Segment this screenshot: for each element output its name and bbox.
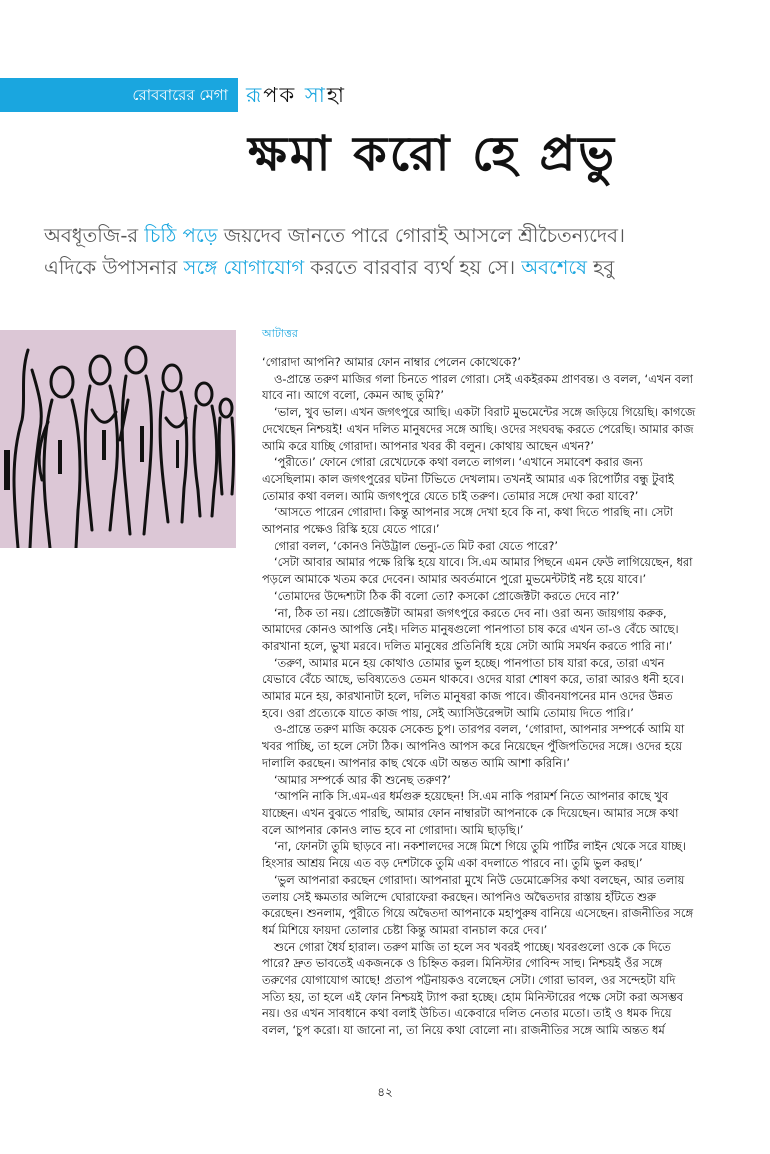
body-line: পারে? দ্রুত ভাবতেই একজনকে ও চিহ্নিত করল। মিনিস্টার গোবিন্দ সাহু। নিশ্চয়ই ওঁর সঙ্গে bbox=[262, 956, 663, 971]
intro-text: অবধূতজি-র bbox=[44, 224, 145, 247]
body-line: ‘ভাল, খুব ভাল। এখন জগৎপুরে আছি। একটা বিরাট মুভমেন্টের সঙ্গে জড়িয়ে গিয়েছি। কাগজে bbox=[274, 405, 696, 420]
intro-text: এদিকে উপাসনার bbox=[44, 256, 184, 279]
author-part: রূ bbox=[246, 83, 264, 107]
body-line: সত্যি হয়, তা হলে এই ফোন নিশ্চয়ই ট্যাপ করা হচ্ছে। হোম মিনিস্টারের পক্ষে সেটা করা অসম্ভব bbox=[262, 989, 684, 1004]
author-part: সা bbox=[304, 83, 327, 107]
body-line: ‘আসতে পারেন গোরাদা। কিন্তু আপনার সঙ্গে দেখা হবে কি না, কথা দিতে পারছি না। সেটা bbox=[274, 505, 673, 520]
body-line: খবর পাচ্ছি, তা হলে সেটা ঠিক। আপনিও আপস করে নিয়েছেন পুঁজিপতিদের সঙ্গে। ওদের হয়ে bbox=[262, 739, 682, 754]
body-line: ‘গোরাদা আপনি? আমার ফোন নাম্বার পেলেন কোত্থেকে?’ bbox=[262, 355, 521, 369]
author-name bbox=[246, 78, 346, 112]
intro-line bbox=[44, 220, 744, 252]
author-part: পক bbox=[263, 83, 305, 107]
intro-line bbox=[44, 252, 744, 284]
body-line: ‘পুরীতে।’ ফোনে গোরা রেখেঢেকে কথা বলতে লাগল। ‘এখানে সমাবেশ করার জন্য bbox=[274, 455, 643, 470]
intro-highlight: চিঠি পড়ে bbox=[144, 224, 218, 247]
body-line: বলে আপনার কোনও লাভ হবে না গোরাদা। আমি ছাড়ছি।’ bbox=[262, 822, 524, 837]
body-line: তোমার কথা বলল। আমি জগৎপুরে যেতে চাই তরুণ। তোমার সঙ্গে দেখা করা যাবে?’ bbox=[262, 488, 639, 503]
story-body bbox=[262, 354, 740, 1039]
body-line: বলল, ‘চুপ করো। যা জানো না, তা নিয়ে কথা বোলো না। রাজনীতির সঙ্গে আমি অন্তত ধর্ম bbox=[262, 1023, 665, 1038]
body-line: যেভাবে বেঁচে আছে, ভবিষ্যতেও তেমন থাকবে। ওদের যারা শোষণ করে, তারা আরও ধনী হবে। bbox=[262, 672, 684, 687]
body-line: আমাদের কোনও আপত্তি নেই। দলিত মানুষগুলো পানপাতা চাষ করে এখন তা-ও বেঁচে আছে। bbox=[262, 622, 679, 637]
body-line: ‘ভুল আপনারা করছেন গোরাদা। আপনারা মুখে নিউ ডেমোক্রেসির কথা বলছেন, আর তলায় bbox=[274, 872, 685, 887]
body-line: ‘না, ফোনটা তুমি ছাড়বে না। নকশালদের সঙ্গে মিশে গিয়ে তুমি পার্টির লাইন থেকে সরে যাচ্ছ। bbox=[274, 839, 686, 854]
body-line: এসেছিলাম। কাল জগৎপুরের ঘটনা টিভিতে দেখলাম। তখনই আমার এক রিপোর্টার বন্ধু টুবাই bbox=[262, 471, 674, 486]
body-line: হবে। ওরা প্রত্যেকে যাতে কাজ পায়, সেই অ্যাসিউরেন্সটা আমি তোমায় দিতে পারি।’ bbox=[262, 705, 634, 720]
body-line: ও-প্রান্তে তরুণ মাজি কয়েক সেকেন্ড চুপ। তারপর বলল, ‘গোরাদা, আপনার সম্পর্কে আমি যা bbox=[274, 722, 685, 737]
author-part: হা bbox=[326, 83, 347, 107]
story-intro bbox=[44, 220, 744, 284]
intro-highlight: অবশেষে bbox=[521, 256, 587, 279]
body-line: ‘আপনি নাকি সি.এম-এর ধর্মগুরু হয়েছেন! সি.এম নাকি পরামর্শ নিতে আপনার কাছে খুব bbox=[274, 789, 669, 804]
body-line: আমার মনে হয়, কারখানাটা হলে, দলিত মানুষরা কাজ পাবে। জীবনযাপনের মান ওদের উন্নত bbox=[262, 689, 673, 704]
body-line: আমি করে যাচ্ছি গোরাদা। আপনার খবর কী বলুন। কোথায় আছেন এখন?’ bbox=[262, 438, 594, 453]
body-line: ‘তরুণ, আমার মনে হয় কোথাও তোমার ভুল হচ্ছে। পানপাতা চাষ যারা করে, তারা এখন bbox=[274, 655, 665, 670]
intro-text: হবু bbox=[586, 256, 615, 279]
intro-highlight: সঙ্গে যোগাযোগ bbox=[183, 256, 305, 279]
body-line: করেছেন। শুনলাম, পুরীতে গিয়ে অদ্বৈতদা আপনাকে মহাপুরুষ বানিয়ে এসেছেন। রাজনীতির সঙ্গে bbox=[262, 906, 694, 921]
intro-text: করতে বারবার ব্যর্থ হয় সে। bbox=[304, 256, 522, 279]
body-line: আপনার পক্ষেও রিস্কি হয়ে যেতে পারে।’ bbox=[262, 522, 440, 537]
body-line: দেখেছেন নিশ্চয়ই! এখন দলিত মানুষদের সঙ্গে আছি। ওদের সংঘবদ্ধ করতে পেরেছি। আমার কাজ bbox=[262, 421, 694, 436]
body-line: গোরা বলল, ‘কোনও নিউট্রাল ভেন্যু-তে মিট করা যেতে পারে?’ bbox=[274, 538, 559, 553]
body-line: কারখানা হলে, ভুখা মরবে। দলিত মানুষের প্রতিনিধি হয়ে সেটা আমি সমর্থন করতে পারি না।’ bbox=[262, 638, 673, 653]
body-line: পড়লে আমাকে খতম করে দেবেন। আমার অবর্তমানে পুরো মুভমেন্টটাই নষ্ট হয়ে যাবে।’ bbox=[262, 572, 647, 587]
body-line: দালালি করছেন। আপনার কাছ থেকে এটা অন্তত আমি আশা করিনি।’ bbox=[262, 755, 570, 770]
body-line: ‘সেটা আবার আমার পক্ষে রিস্কি হয়ে যাবে। সি.এম আমার পিছনে এমন ফেউ লাগিয়েছেন, ধরা bbox=[274, 555, 693, 570]
story-title: ক্ষমা করো হে প্রভু bbox=[248, 126, 618, 182]
page-number: ৪২ bbox=[377, 1085, 393, 1099]
body-line: হিংসার আশ্রয় নিয়ে এত বড় দেশটাকে তুমি একা বদলাতে পারবে না। তুমি ভুল করছ।’ bbox=[262, 856, 643, 871]
chapter-number: আটাত্তর bbox=[262, 327, 298, 340]
body-line: যাবে না। আগে বলো, কেমন আছ তুমি?’ bbox=[262, 388, 445, 403]
body-line: ‘তোমাদের উদ্দেশ্যটা ঠিক কী বলো তো? কসকো প্রোজেক্টটা করতে দেবে না?’ bbox=[274, 588, 620, 603]
body-line: ‘না, ঠিক তা নয়। প্রোজেক্টটা আমরা জগৎপুরে করতে দেব না। ওরা অন্য জায়গায় করুক, bbox=[274, 605, 667, 620]
body-line: ধর্ম মিশিয়ে ফায়দা তোলার চেষ্টা কিন্তু আমরা বানচাল করে দেব।’ bbox=[262, 922, 548, 937]
body-line: শুনে গোরা ধৈর্য হারাল। তরুণ মাজি তা হলে সব খবরই পাচ্ছে। খবরগুলো ওকে কে দিতে bbox=[274, 939, 671, 954]
body-line: তলায় সেই ক্ষমতার অলিন্দে ঘোরাফেরা করছেন। আপনিও অদ্বৈতদার রাস্তায় হাঁটতে শুরু bbox=[262, 889, 656, 904]
intro-text: জয়দেব জানতে পারে গোরাই আসলে শ্রীচৈতন্যদেব। bbox=[217, 224, 626, 247]
body-line: যাচ্ছেন। এখন বুঝতে পারছি, আমার ফোন নাম্বারটা আপনাকে কে দিয়েছেন। আমার সঙ্গে কথা bbox=[262, 805, 679, 820]
body-line: ও-প্রান্তে তরুণ মাজির গলা চিনতে পারল গোরা। সেই একইরকম প্রাণবন্ত। ও বলল, ‘এখন বলা bbox=[274, 371, 693, 386]
section-name: রোববারের মেগা bbox=[132, 86, 228, 104]
body-line: নয়। ওর এখন সাবধানে কথা বলাই উচিত। একেবারে দলিত নেতার মতো। তাই ও ধমক দিয়ে bbox=[262, 1006, 672, 1021]
crowd-illustration bbox=[0, 330, 236, 548]
section-banner bbox=[0, 78, 238, 112]
body-line: ‘আমার সম্পর্কে আর কী শুনেছ তরুণ?’ bbox=[274, 772, 451, 787]
body-line: তরুণের যোগাযোগ আছে! প্রতাপ পট্টনায়কও বলেছেন সেটা। গোরা ভাবল, ওর সন্দেহটা যদি bbox=[262, 973, 676, 988]
